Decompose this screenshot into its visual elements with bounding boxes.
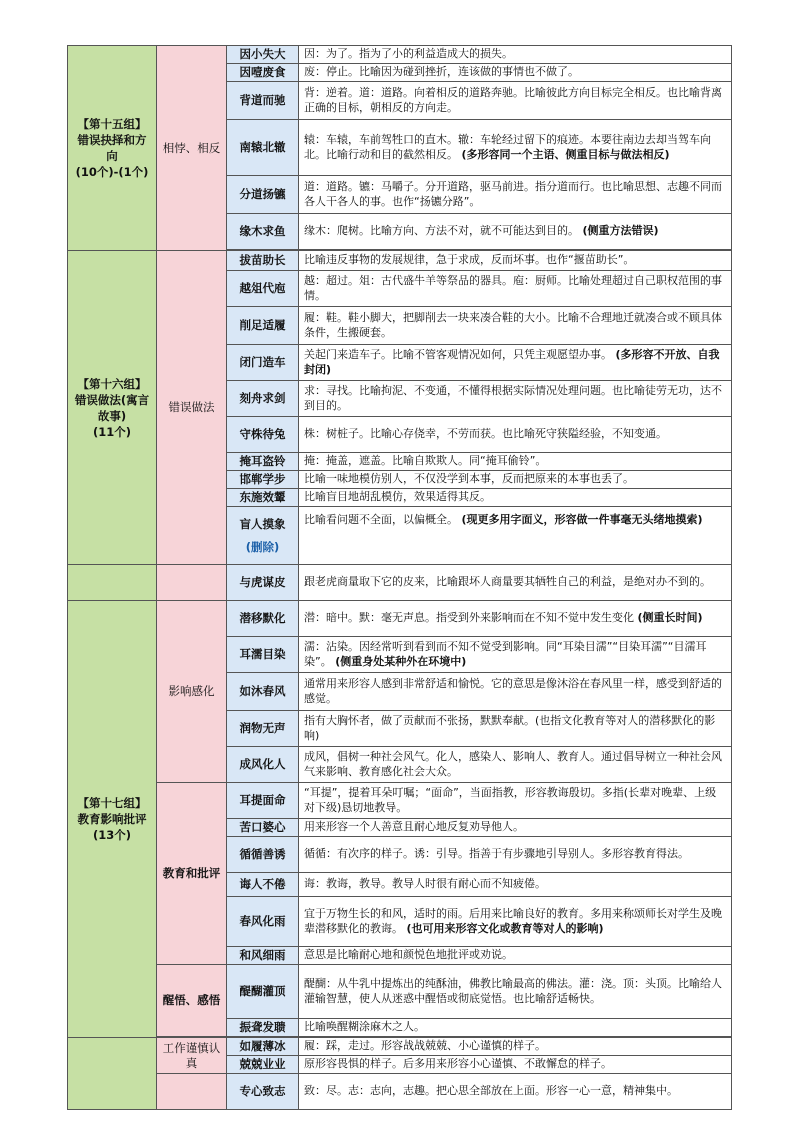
delete-mark: (删除)	[245, 539, 280, 554]
definition-cell	[299, 819, 732, 837]
group-title: 【第十七组】教育影响批评	[77, 796, 147, 826]
category-cell: 醒悟、感悟	[157, 965, 227, 1037]
definition-text: 通常用来形容人感到非常舒适和愉悦。它的意思是像沐浴在春风里一样，感受到舒适的感觉。	[304, 677, 722, 705]
definition-text: 株：树桩子。比喻心存侥幸，不劳而获。也比喻死守狭隘经验，不知变通。	[304, 427, 667, 441]
definition-text: 越：超过。俎：古代盛牛羊等祭品的器具。庖：厨师。比喻处理超过自己职权范围的事情。	[304, 274, 722, 302]
table-row	[68, 783, 732, 819]
group-cell	[68, 46, 157, 251]
definition-cell	[299, 565, 732, 601]
group-cell-empty	[68, 565, 157, 601]
definition-cell	[299, 947, 732, 965]
idiom-cell: 东施效颦	[227, 489, 299, 507]
definition-cell	[299, 837, 732, 873]
group-title: 【第十五组】错误抉择和方向	[77, 117, 147, 163]
idiom-cell: 潜移默化	[227, 601, 299, 637]
definition-text: 废：停止。比喻因为碰到挫折，连该做的事情也不做了。	[304, 65, 579, 79]
definition-cell	[299, 783, 732, 819]
definition-cell	[299, 381, 732, 417]
definition-cell	[299, 214, 732, 250]
idiom-cell: 掩耳盗铃	[227, 453, 299, 471]
definition-cell	[299, 251, 732, 271]
definition-text: 醍醐：从牛乳中提炼出的纯酥油，佛教比喻最高的佛法。灌：浇。顶：头顶。比喻给人灌输智慧，使人从迷惑中醒悟或彻底觉悟。也比喻舒适畅快。	[304, 977, 722, 1005]
group-cell	[68, 601, 157, 1038]
idiom-cell: 成风化人	[227, 747, 299, 783]
definition-cell	[299, 453, 732, 471]
definition-cell	[299, 1056, 732, 1074]
category-cell-empty	[157, 1074, 227, 1110]
definition-text: 跟老虎商量取下它的皮来，比喻跟坏人商量要其牺牲自己的利益，是绝对办不到的。	[304, 575, 711, 589]
definition-note: (多形容不开放、自我封闭)	[304, 348, 720, 376]
definition-text: 用来形容一个人善意且耐心地反复劝导他人。	[304, 820, 524, 834]
idiom-cell: 如沐春风	[227, 673, 299, 711]
definition-text: 比喻唤醒糊涂麻木之人。	[304, 1020, 425, 1034]
idiom-cell: 和风细雨	[227, 947, 299, 965]
definition-note: (侧重身处某种外在环境中)	[335, 654, 467, 668]
definition-text: 致：尽。志：志向，志趣。把心思全部放在上面。形容一心一意，精神集中。	[304, 1084, 678, 1098]
table-row	[68, 601, 732, 637]
table-row	[68, 251, 732, 271]
definition-text: 比喻违反事物的发展规律，急于求成，反而坏事。也作“揠苗助长”。	[304, 253, 635, 267]
definition-text: 濡：沾染。因经常听到看到而不知不觉受到影响。同“耳染目濡”“目染耳濡”“目濡耳染”。	[304, 640, 707, 668]
definition-text: 潜：暗中。默：毫无声息。指受到外来影响而在不知不觉中发生变化	[304, 611, 634, 625]
definition-text: 比喻一味地模仿别人，不仅没学到本事，反而把原来的本事也丢了。	[304, 472, 634, 486]
idiom-table	[67, 45, 732, 1110]
definition-cell	[299, 1038, 732, 1056]
idiom-cell	[227, 507, 299, 565]
category-cell: 工作谨慎认真	[157, 1038, 227, 1074]
definition-text: 求：寻找。比喻拘泥、不变通，不懂得根据实际情况处理问题。也比喻徒劳无功，达不到目的。	[304, 384, 722, 412]
group-cell-empty	[68, 1038, 157, 1110]
definition-text: 履：鞋。鞋小脚大，把脚削去一块来凑合鞋的大小。比喻不合理地迁就凑合或不顾具体条件，生搬硬套。	[304, 311, 722, 339]
category-cell: 错误做法	[157, 251, 227, 565]
definition-note: (侧重方法错误)	[582, 224, 659, 238]
definition-note: (现更多用字面义，形容做一件事毫无头绪地摸索)	[461, 513, 703, 526]
definition-cell	[299, 176, 732, 214]
definition-cell	[299, 601, 732, 637]
definition-cell	[299, 873, 732, 897]
definition-text: 道：道路。镳：马嚼子。分开道路，驱马前进。指分道而行。也比喻思想、志趣不同而各人干各人的事。也作“扬镳分路”。	[304, 180, 722, 208]
definition-note: (侧重长时间)	[637, 611, 703, 625]
definition-text: 比喻看问题不全面，以偏概全。	[304, 513, 458, 526]
group-title: 【第十六组】错误做法(寓言故事)	[74, 376, 150, 423]
category-cell: 相悖、相反	[157, 46, 227, 251]
idiom-cell: 背道而驰	[227, 82, 299, 120]
definition-cell	[299, 345, 732, 381]
definition-text: 循循：有次序的样子。诱：引导。指善于有步骤地引导别人。多形容教育得法。	[304, 847, 689, 861]
definition-cell	[299, 965, 732, 1019]
group-count: (13个)	[92, 828, 131, 842]
definition-text: 成风，倡树一种社会风气。化人，感染人、影响人、教育人。通过倡导树立一种社会风气来影响、教育感化社会大众。	[304, 750, 722, 778]
idiom-cell: 分道扬镳	[227, 176, 299, 214]
definition-text: 辕：车辕，车前驾牲口的直木。辙：车轮经过留下的痕迹。本要往南边去却当驾车向北。比喻行动和目的截然相反。	[304, 133, 711, 161]
definition-text: 原形容畏惧的样子。后多用来形容小心谨慎、不敢懈怠的样子。	[304, 1057, 612, 1071]
table-row	[68, 565, 732, 601]
definition-cell	[299, 307, 732, 345]
definition-text: “耳提”，提着耳朵叮嘱；“面命”，当面指教，形容教诲殷切。多指(长辈对晚辈、上级对下级)恳切地教导。	[304, 786, 717, 814]
table-row	[68, 1038, 732, 1056]
definition-cell	[299, 489, 732, 507]
definition-cell	[299, 1019, 732, 1037]
definition-text: 关起门来造车子。比喻不管客观情况如何，只凭主观愿望办事。	[304, 348, 612, 361]
definition-text: 意思是比喻耐心地和颜悦色地批评或劝说。	[304, 948, 513, 962]
category-cell: 教育和批评	[157, 783, 227, 965]
definition-text: 缘木：爬树。比喻方向、方法不对，就不可能达到目的。	[304, 224, 579, 238]
category-cell: 影响感化	[157, 601, 227, 783]
group-cell	[68, 251, 157, 565]
idiom-cell: 邯郸学步	[227, 471, 299, 489]
idiom-cell: 振聋发聩	[227, 1019, 299, 1037]
idiom-cell: 诲人不倦	[227, 873, 299, 897]
idiom-cell: 润物无声	[227, 711, 299, 747]
idiom-cell: 耳濡目染	[227, 637, 299, 673]
idiom-cell: 南辕北辙	[227, 120, 299, 176]
group-count: (11个)	[92, 424, 131, 439]
definition-cell	[299, 417, 732, 453]
definition-cell	[299, 637, 732, 673]
table-row	[68, 965, 732, 1019]
category-cell-empty	[157, 565, 227, 601]
definition-cell	[299, 120, 732, 176]
definition-note: (也可用来形容文化或教育等对人的影响)	[406, 921, 604, 935]
idiom-cell: 春风化雨	[227, 897, 299, 947]
definition-cell	[299, 46, 732, 64]
definition-cell	[299, 711, 732, 747]
definition-text: 因：为了。指为了小的利益造成大的损失。	[304, 47, 513, 61]
idiom-cell: 因小失大	[227, 46, 299, 64]
idiom-cell: 削足适履	[227, 307, 299, 345]
definition-cell	[299, 64, 732, 82]
definition-text: 比喻盲目地胡乱模仿，效果适得其反。	[304, 490, 491, 504]
definition-cell	[299, 271, 732, 307]
definition-text: 履：踩，走过。形容战战兢兢、小心谨慎的样子。	[304, 1039, 546, 1053]
idiom-cell: 循循善诱	[227, 837, 299, 873]
definition-cell	[299, 82, 732, 120]
idiom-cell: 守株待兔	[227, 417, 299, 453]
idiom-cell: 与虎谋皮	[227, 565, 299, 601]
definition-cell	[299, 673, 732, 711]
idiom-cell: 兢兢业业	[227, 1056, 299, 1074]
table-row	[68, 46, 732, 64]
definition-cell	[299, 471, 732, 489]
definition-cell	[299, 897, 732, 947]
idiom-cell: 耳提面命	[227, 783, 299, 819]
idiom-cell: 拔苗助长	[227, 251, 299, 271]
idiom-cell: 如履薄冰	[227, 1038, 299, 1056]
idiom-cell: 专心致志	[227, 1074, 299, 1110]
idiom-cell: 醍醐灌顶	[227, 965, 299, 1019]
idiom-cell: 刻舟求剑	[227, 381, 299, 417]
definition-text: 背：逆着。道：道路。向着相反的道路奔驰。比喻彼此方向目标完全相反。也比喻背离正确的目标，朝相反的方向走。	[304, 86, 722, 114]
idiom-cell: 因噎废食	[227, 64, 299, 82]
definition-text: 宜于万物生长的和风，适时的雨。后用来比喻良好的教育。多用来称颂师长对学生及晚辈潜移默化的教诲。	[304, 907, 722, 935]
idiom-text: 盲人摸象	[239, 516, 286, 531]
definition-cell	[299, 1074, 732, 1110]
group-count: (10个)-(1个)	[75, 165, 149, 179]
idiom-cell: 缘木求鱼	[227, 214, 299, 250]
definition-note: (多形容同一个主语、侧重目标与做法相反)	[461, 147, 670, 161]
definition-text: 诲：教诲，教导。教导人时很有耐心而不知疲倦。	[304, 877, 546, 891]
definition-text: 指有大胸怀者，做了贡献而不张扬，默默奉献。(也指文化教育等对人的潜移默化的影响)	[304, 714, 716, 742]
idiom-cell: 苦口婆心	[227, 819, 299, 837]
definition-text: 掩：掩盖，遮盖。比喻自欺欺人。同“掩耳偷铃”。	[304, 454, 547, 468]
table-row	[68, 1074, 732, 1110]
idiom-cell: 越俎代庖	[227, 271, 299, 307]
idiom-cell: 闭门造车	[227, 345, 299, 381]
definition-cell	[299, 507, 732, 565]
definition-cell	[299, 747, 732, 783]
